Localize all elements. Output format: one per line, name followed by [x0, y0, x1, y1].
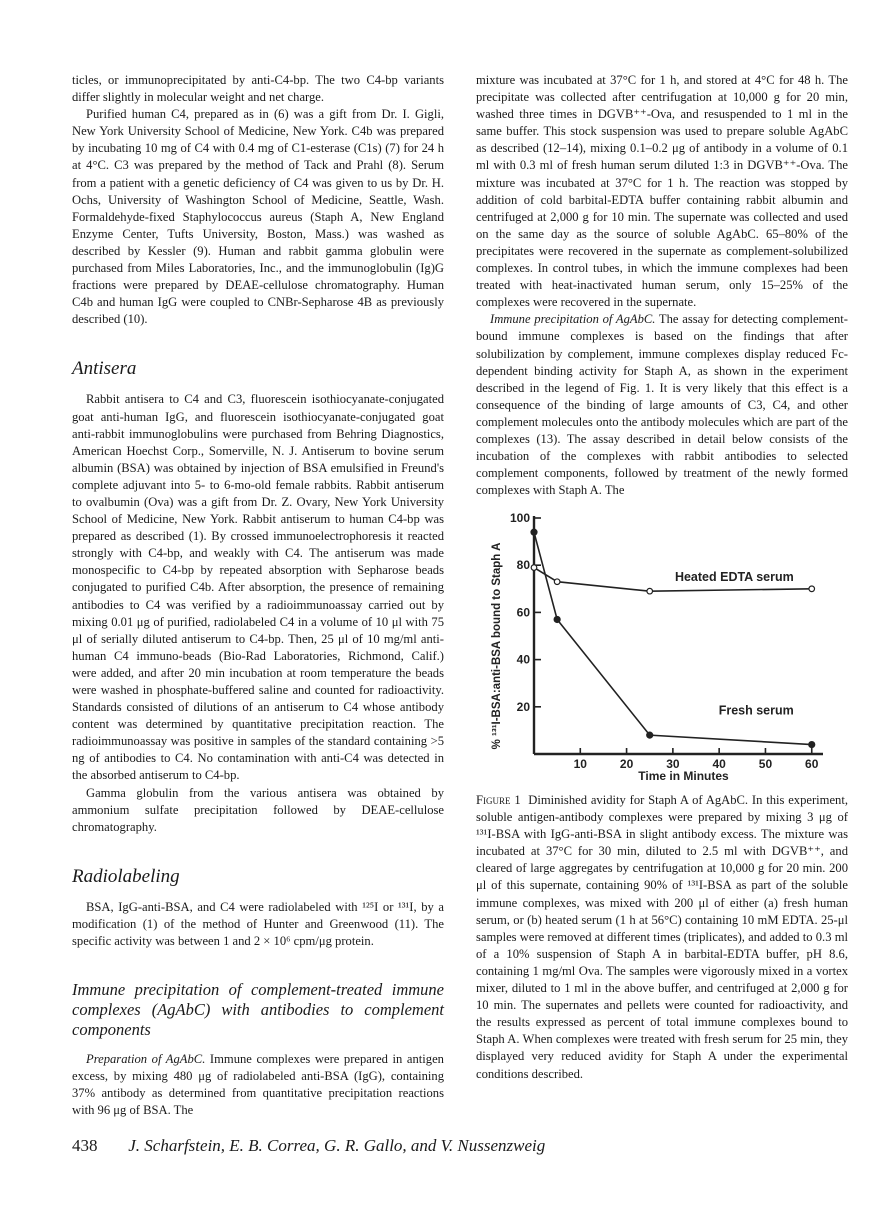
figure-1-chart	[476, 508, 848, 788]
runin-heading-preparation: Preparation of AgAbC.	[86, 1052, 206, 1067]
page-footer	[72, 1136, 545, 1156]
y-tick-label: 40	[516, 652, 530, 667]
data-point	[647, 732, 653, 738]
data-point	[531, 529, 537, 535]
chart-labels	[491, 543, 794, 783]
x-axis-label: Time in Minutes	[638, 769, 729, 783]
right-column	[476, 72, 848, 499]
paragraph-mixture: mixture was incubated at 37°C for 1 h, and stored at 4°C for 48 h. The precipitate was collected after centrifugation at 10,000 g for 20 min, washed three times in DGVB⁺⁺-Ova, and resuspended to 1 ml in the same buffer. This stock suspension was used to prepare soluble AgAbC as described (12–14), mixing 0.1–0.2 μg of antibody in a volume of 0.1 ml with 0.3 ml of fresh human serum diluted 1:3 in DGVB⁺⁺-Ova. The mixture was incubated at 37°C for 1 h. The reaction was stopped by addition of cold barbital-EDTA buffer containing rabbit albumin and centrifuged at 2,000 g for 10 min. The supernate was collected and used on the same day as the source of soluble AgAbC. 65–80% of the precipitates were recovered in the supernate as complement-solubilized complexes. In control tubes, in which the immune complexes had been treated with heat-inactivated human serum, only 15–25% of the complexes were recovered in the supernate.	[476, 73, 848, 310]
data-point	[531, 565, 537, 571]
chart-axes	[510, 511, 823, 771]
x-tick-label: 30	[666, 757, 680, 771]
paragraph-purified-c4: Purified human C4, prepared as in (6) was a gift from Dr. I. Gigli, New York University School of Medicine, New York. C4b was prepared by incubating 10 mg of C4 with 0.4 mg of C1-esterase (C1s) (7) for 24 h at 4°C. C3 was prepared by the method of Tack and Prahl (8). Serum from a patient with a genetic deficiency of C4 was given to us by Dr. H. Ochs, University of Washington School of Medicine, Seattle, Wash. Formaldehyde-fixed Staphylococcus aureus (Staph A, New England Enzyme Center, Tufts University, Boston, Mass.) was washed as described by Kessler (9). Human and rabbit gamma globulin were purchased from Miles Laboratories, Inc., and the immunoglobulin (Ig)G fractions were prepared by DEAE-cellulose chromatography. Human C4b and human IgG were coupled to CNBr-Sepharose 4B as previously described (10).	[72, 107, 444, 327]
paragraph-antisera: Rabbit antisera to C4 and C3, fluorescein isothiocyanate-conjugated goat anti-human IgG, and fluorescein isothiocyanate-conjugated goat anti-rabbit immunoglobulins were purchased from Behring Diagnostics, American Hoechst Corp., Somerville, N. J. Antiserum to bovine serum albumin (BSA) was obtained by injection of BSA emulsified in Freund's complete adjuvant into 5- to 6-mo-old female rabbits. Rabbit antiserum to ovalbumin (Ova) was a gift from Dr. Z. Ovary, New York University School of Medicine, New York. Rabbit antiserum to human C4-bp was prepared as described (1). By crossed immunoelectrophoresis it reacted strongly with C4-bp, and weakly with C4. The antiserum was made monospecific to C4-bp by repeated absorption with Sepharose beads conjugated to purified C4b. After absorption, the presence of remaining antibodies to C4 was verified by a radioimmunoassay carried out by mixing 0.01 μg of purified, radiolabeled C4 in a volume of 10 μl with 75 μl of serially diluted antiserum to C4-bp. Then, 25 μl of 10 mg/ml anti-human C4 immuno-beads (Bio-Rad Laboratories, Richmond, Calif.) were added, and after 20 min incubation at room temperature the beads were washed in phosphate-buffered saline and counted for radioactivity. Standards consisted of dilutions of an antiserum to C4 whose antibody content was determined by quantitative precipitation reaction. The radioimmunoassay was positive in samples of the standard containing >5 ng of antibodies to C4. No contamination with anti-C4 was detected in the absorbed antiserum to C4-bp.	[72, 392, 444, 783]
data-point	[809, 742, 815, 748]
x-tick-label: 50	[758, 757, 773, 771]
data-point	[809, 586, 815, 592]
y-tick-label: 80	[516, 558, 530, 573]
x-tick-label: 10	[573, 757, 587, 771]
y-tick-label: 20	[516, 699, 530, 714]
section-heading-radiolabeling: Radiolabeling	[72, 865, 180, 887]
section-heading-immune-precipitation: Immune precipitation of complement-treated immune complexes (AgAbC) with antibodies to complement components	[72, 980, 444, 1040]
runin-heading-immune-precipitation: Immune precipitation of AgAbC.	[490, 312, 656, 327]
y-axis-label: % ¹³¹I-BSA:anti-BSA bound to Staph A	[491, 542, 503, 750]
data-point	[554, 579, 560, 585]
y-tick-label: 100	[509, 511, 530, 525]
series-label: Heated EDTA serum	[674, 569, 794, 584]
paragraph-radiolabeling: BSA, IgG-anti-BSA, and C4 were radiolabeled with ¹²⁵I or ¹³¹I, by a modification (1) of the method of Hunter and Greenwood (11). The specific activity was between 1 and 2 × 10⁶ cpm/μg protein.	[72, 899, 444, 949]
figure-1-caption	[476, 792, 848, 1083]
x-tick-label: 60	[805, 757, 819, 771]
caption-label: Figure 1	[476, 793, 521, 807]
data-point	[647, 588, 653, 594]
page-number: 438	[72, 1136, 98, 1155]
paragraph-assay-text: The assay for detecting complement-bound immune complexes is based on the findings that after solubilization by complement, immune complexes display reduced Fc-dependent binding activity for Staph A, as shown in the experiment described in the legend of Fig. 1. It is very likely that this effect is a consequence of the binding of large amounts of C3, C4, and other complement molecules onto the antibody molecules which are part of the complexes (13). The assay described in detail below consists of the incubation of the complexes with rabbit antibodies to selected complement components, followed by treatment of the newly formed complexes with Staph A. The	[476, 312, 848, 498]
series-label: Fresh serum	[718, 703, 794, 718]
section-heading-antisera: Antisera	[72, 358, 137, 380]
paragraph-continued: ticles, or immunoprecipitated by anti-C4-bp. The two C4-bp variants differ slightly in molecular weight and net charge.	[72, 73, 444, 105]
data-point	[554, 616, 560, 622]
figure-1	[476, 508, 848, 788]
paragraph-assay	[476, 311, 848, 499]
paragraph-preparation	[72, 1051, 444, 1119]
author-line: J. Scharfstein, E. B. Correa, G. R. Gallo, and V. Nussenzweig	[128, 1136, 546, 1155]
x-tick-label: 20	[619, 757, 634, 771]
left-column	[72, 72, 444, 1120]
paragraph-preparation-text: Immune complexes were prepared in antigen excess, by mixing 480 μg of radiolabeled anti-BSA (IgG), containing 37% antibody as determined from quantitative precipitation reactions with 96 μg of BSA. The	[72, 1052, 444, 1118]
caption-text: Diminished avidity for Staph A of AgAbC. In this experiment, soluble antigen-antibody complexes were prepared by mixing 3 μg of ¹³¹I-BSA with IgG-anti-BSA in slight antibody excess. The mixture was incubated at 37°C for 30 min, diluted to 2.5 ml with DGVB⁺⁺, and cleared of large aggregates by centrifugation at 10,000 g for 20 min. 200 μl of this supernate, containing 90% of ¹³¹I-BSA as part of the soluble immune complexes, was mixed with 200 μl of either (a) fresh human serum, or (b) heated serum (1 h at 56°C) containing 10 mM EDTA. 25-μl samples were removed at different times (triplicates), and added to 0.3 ml of a 10% suspension of Staph A in barbital-EDTA buffer, pH 8.6, containing 1 mg/ml Ova. The samples were vigorously mixed in a vortex mixer, diluted to 1 ml in the above buffer, and centrifuged at 2,000 g for 10 min. The supernates and pellets were counted for radioactivity, and the results expressed as percent of total immune complexes bound to Staph A. When complexes were treated with fresh serum for 25 min, they displayed very reduced avidity for Staph A under the experimental conditions described.	[476, 793, 848, 1081]
y-tick-label: 60	[516, 605, 530, 620]
x-tick-label: 40	[712, 757, 726, 771]
paragraph-gamma-globulin: Gamma globulin from the various antisera was obtained by ammonium sulfate precipitation followed by DEAE-cellulose chromatography.	[72, 785, 444, 834]
